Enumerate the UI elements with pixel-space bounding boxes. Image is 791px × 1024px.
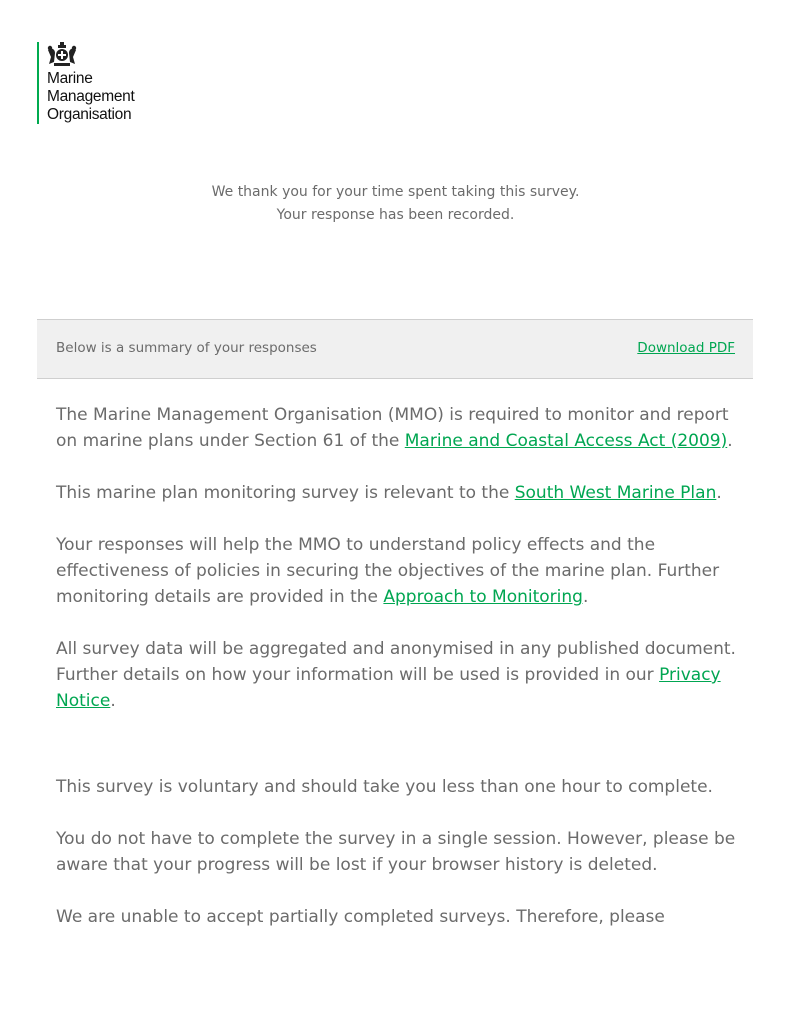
mmo-logo	[37, 42, 167, 124]
intro-paragraph-3-end: .	[582, 587, 589, 607]
download-pdf-link[interactable]: Download PDF	[637, 340, 735, 356]
partial-survey-notice: We are unable to accept partially completed surveys. Therefore, please	[56, 907, 665, 927]
logo-text-line-1: Marine	[47, 70, 93, 87]
intro-paragraph-2-end: .	[716, 483, 722, 503]
privacy-notice-link[interactable]: Privacy Notice	[56, 665, 721, 711]
confirmation-line-2: Your response has been recorded.	[276, 207, 515, 223]
intro-paragraph-4-text: All survey data will be aggregated and anonymised in any published document. Further details on how your information will be used is provided in our	[56, 639, 736, 685]
marine-coastal-access-act-link[interactable]: Marine and Coastal Access Act (2009)	[404, 431, 728, 451]
summary-label: Below is a summary of your responses	[56, 340, 317, 356]
approach-to-monitoring-link[interactable]: Approach to Monitoring	[383, 587, 583, 607]
intro-paragraph-3	[56, 532, 746, 610]
intro-paragraph-1-end: .	[727, 431, 733, 451]
intro-paragraph-2	[56, 480, 746, 506]
survey-intro	[56, 402, 746, 930]
logo-text-line-3: Organisation	[47, 106, 132, 123]
confirmation-message	[0, 181, 791, 227]
confirmation-line-1: We thank you for your time spent taking this survey.	[211, 184, 580, 200]
logo-text-line-2: Management	[47, 88, 135, 105]
royal-crest-icon	[45, 42, 79, 68]
intro-paragraph-4-end: .	[110, 691, 116, 711]
session-notice: You do not have to complete the survey in a single session. However, please be aware that your progress will be lost if your browser history is deleted.	[56, 829, 736, 875]
intro-paragraph-1-text: The Marine Management Organisation (MMO) is required to monitor and report on marine plans under Section 61 of the	[56, 405, 729, 451]
voluntary-notice: This survey is voluntary and should take you less than one hour to complete.	[56, 777, 713, 797]
south-west-marine-plan-link[interactable]: South West Marine Plan	[514, 483, 717, 503]
intro-paragraph-4	[56, 636, 746, 714]
intro-paragraph-1	[56, 402, 746, 454]
intro-paragraph-3-text: Your responses will help the MMO to understand policy effects and the effectiveness of policies in securing the objectives of the marine plan. Further monitoring details are provided in the	[56, 535, 720, 607]
intro-paragraph-2-text: This marine plan monitoring survey is relevant to the	[56, 483, 515, 503]
response-summary-bar	[37, 319, 753, 379]
